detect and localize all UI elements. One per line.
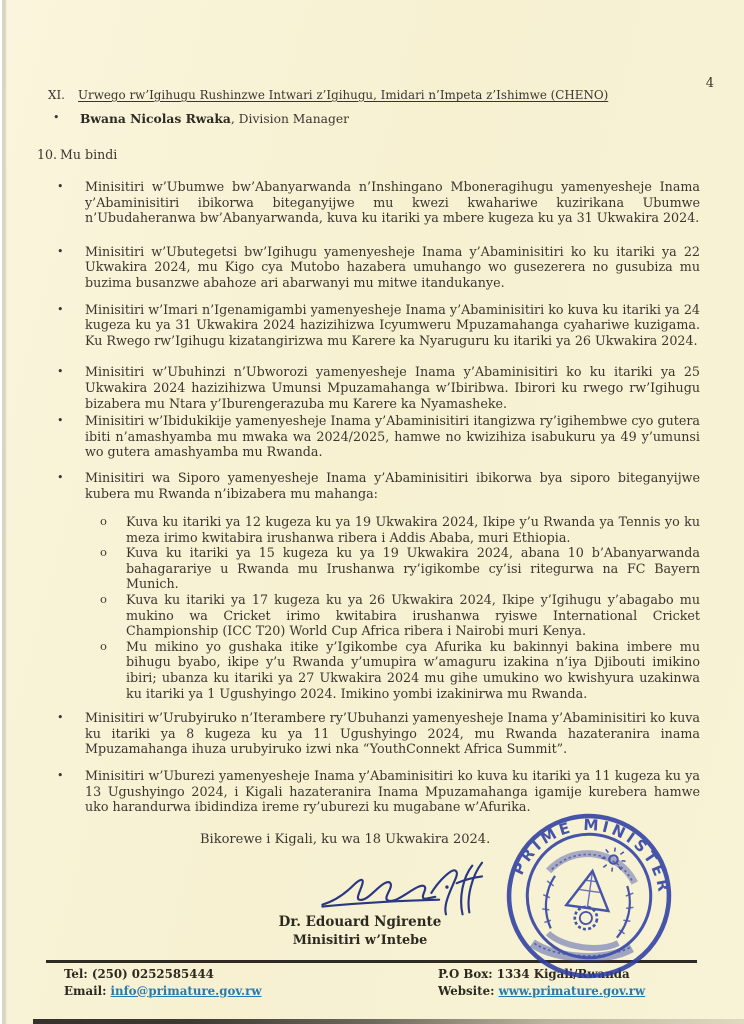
bullet-marker: •	[57, 365, 64, 379]
bullet-marker: •	[57, 180, 64, 193]
bullet-text: Minisitiri w’Ubutegetsi bw’Igihugu yamenyesheje Inama y’Abaminisitiri ko ku itariki ya 22 Ukwakira 2024, mu Kigo cya Mutobo hazabera umuhango wo gusezerera no gusubiza mu buzima busanzwe abahoze ari abarwanyi mu mitwe itandukanye.	[85, 243, 700, 290]
bullet-text: Minisitiri w’Ubumwe bw’Abanyarwanda n’Inshingano Mboneragihugu yamenyesheje Inama y’Abaminisitiri ibikorwa biteganyijwe mu kwezi kwahariwe kuzirikana Ubumwe n’Ubudaheranwa bw’Abanyarwanda, kuva ku itariki ya mbere kugeza ku ya 31 Ukwakira 2024.	[85, 179, 700, 226]
bullet-item	[57, 768, 700, 815]
bullet-text: Minisitiri w’Ibidukikije yamenyesheje Inama y’Abaminisitiri itangizwa ry’igihembwe cyo gutera ibiti n’amashyamba mu mwaka wa 2024/2025, hamwe no kwizihiza isabukuru ya 49 y’umunsi wo gutera amashyamba mu Rwanda.	[85, 413, 700, 460]
bullet-item	[57, 179, 700, 226]
prime-minister-stamp	[503, 810, 675, 982]
sub-bullet-item	[97, 592, 700, 639]
bullet-item	[57, 413, 700, 460]
closing-place-date: Bikorewe i Kigali, ku wa 18 Ukwakira 2024.	[200, 832, 491, 847]
footer-tel-row	[64, 966, 262, 983]
signer-title: Minisitiri w’Intebe	[292, 933, 428, 948]
sub-bullet-text: Kuva ku itariki ya 17 kugeza ku ya 26 Ukwakira 2024, Ikipe y’Igihugu y’abagabo mu mukino wa Cricket irimo kwitabira irushanwa ryiswe International Cricket Championship (ICC T20) World Cup Africa ribera i Nairobi muri Kenya.	[126, 592, 700, 639]
scan-edge-bottom	[33, 1019, 744, 1024]
bullet-item	[57, 244, 700, 291]
pobox-label: P.O Box:	[438, 967, 493, 981]
sub-bullet-marker: o	[100, 545, 107, 560]
website-link[interactable]: www.primature.gov.rw	[498, 983, 646, 998]
sub-bullet-item	[97, 514, 700, 545]
website-label: Website:	[438, 983, 495, 998]
bullet-item	[57, 470, 700, 501]
attendee-name: Bwana Nicolas Rwaka	[80, 111, 231, 126]
attendee-text	[80, 111, 349, 126]
attendee-role: , Division Manager	[230, 112, 350, 126]
bullet-marker: •	[57, 244, 64, 258]
heading-title: Urwego rw’Igihugu Rushinzwe Intwari z’Igihugu, Imidari n’Impeta z’Ishimwe (CHENO)	[78, 88, 609, 102]
email-link[interactable]: info@primature.gov.rw	[110, 983, 262, 998]
page-number: 4	[705, 76, 714, 91]
section-title: Mu bindi	[60, 147, 118, 162]
sub-bullet-marker: o	[100, 592, 107, 607]
footer-email-row	[64, 983, 262, 1000]
stamp-label: PRIME MINISTER	[509, 815, 674, 897]
section-number: 10.	[37, 147, 58, 162]
bullet-text: Minisitiri w’Urubyiruko n’Iterambere ry’Ubuhanzi yamenyesheje Inama y’Abaminisitiri ko kuva ku itariki ya 8 kugeza ku ya 11 Ugushyingo 2024, mu Rwanda hazateranira inama Mpuzamahanga ihuza urubyiruko izwi nka “YouthConnekt Africa Summit”.	[85, 710, 700, 757]
heading-numeral: XI.	[48, 88, 65, 102]
sub-bullet-list	[57, 514, 700, 701]
bullet-marker: •	[57, 769, 64, 782]
sub-bullet-marker: o	[100, 514, 107, 529]
section-10-heading	[37, 147, 700, 162]
bullet-marker: •	[57, 302, 64, 316]
email-label: Email:	[64, 983, 107, 998]
attendee-item	[50, 111, 700, 126]
bullet-text: Minisitiri w’Ubuhinzi n’Ubworozi yamenyesheje Inama y’Abaminisitiri ko ku itariki ya 25 Ukwakira 2024 hazizihizwa Umunsi Mpuzamahanga w’Ibiribwa. Ibirori ku rwego rw’Igihugu bizabera mu Ntara y’Iburengerazuba mu Karere ka Nyamasheke.	[85, 364, 700, 411]
bullet-marker: •	[57, 711, 64, 725]
signer-name: Dr. Edouard Ngirente	[278, 914, 442, 930]
sub-bullet-text: Mu mikino yo gushaka itike y’Igikombe cya Afurika ku bakinnyi bakina imbere mu bihugu byabo, ikipe y’u Rwanda y’umupira w’amaguru izakina n’iya Djibouti imikino ibiri; ubanza ku itariki ya 27 Ukwakira 2024 mu gihe umukino wo kwishyura uzakinwa ku itariki ya 1 Ugushyingo 2024. Imikino yombi izakinirwa mu Rwanda.	[126, 638, 700, 701]
bullet-item	[57, 364, 700, 411]
tel-value: (250) 0252585444	[91, 967, 214, 981]
bullet-marker: •	[57, 414, 64, 428]
footer-left-column	[64, 966, 262, 999]
bullet-marker: •	[57, 470, 64, 484]
document-body	[37, 88, 700, 815]
sub-bullet-marker: o	[100, 638, 107, 653]
bullet-marker: •	[53, 111, 60, 124]
sub-bullet-item	[97, 545, 700, 592]
footer-website-row	[438, 983, 645, 1000]
sub-bullet-item	[97, 639, 700, 701]
sub-bullet-text: Kuva ku itariki ya 12 kugeza ku ya 19 Ukwakira 2024, Ikipe y’u Rwanda ya Tennis yo ku meza irimo kwitabira irushanwa ribera i Addis Ababa, muri Ethiopia.	[126, 514, 700, 545]
section-heading-xi	[48, 88, 700, 102]
bullet-item	[57, 710, 700, 757]
bullet-text: Minisitiri w’Uburezi yamenyesheje Inama y’Abaminisitiri ko kuva ku itariki ya 11 kugeza ku ya 13 Ugushyingo 2024, i Kigali hazateranira Inama Mpuzamahanga igamije kurebera hamwe uko harandurwa ibidindiza ireme ry’uburezi ku mugabane w’Afurika.	[85, 768, 700, 815]
pobox-value: 1334 Kigali/Rwanda	[496, 967, 630, 981]
sub-bullet-text: Kuva ku itariki ya 15 kugeza ku ya 19 Ukwakira 2024, abana 10 b’Abanyarwanda bahagarariye u Rwanda mu Irushanwa ry’igikombe cy’isi ritegurwa na FC Bayern Munich.	[126, 545, 700, 592]
bullet-text: Minisitiri w’Imari n’Igenamigambi yamenyesheje Inama y’Abaminisitiri ko kuva ku itariki ya 24 kugeza ku ya 31 Ukwakira 2024 hazizihizwa Icyumweru Mpuzamahanga cyahariwe kuzigama. Ku Rwego rw’Igihugu kizatangirizwa mu Karere ka Nyaruguru ku itariki ya 26 Ukwakira 2024.	[85, 301, 700, 348]
tel-label: Tel:	[64, 967, 88, 981]
scan-edge-left	[0, 0, 7, 1024]
bullet-item	[57, 302, 700, 349]
bullet-text: Minisitiri wa Siporo yamenyesheje Inama y’Abaminisitiri ibikorwa bya siporo biteganyijwe kubera mu Rwanda n’ibizabera mu mahanga:	[85, 469, 700, 501]
